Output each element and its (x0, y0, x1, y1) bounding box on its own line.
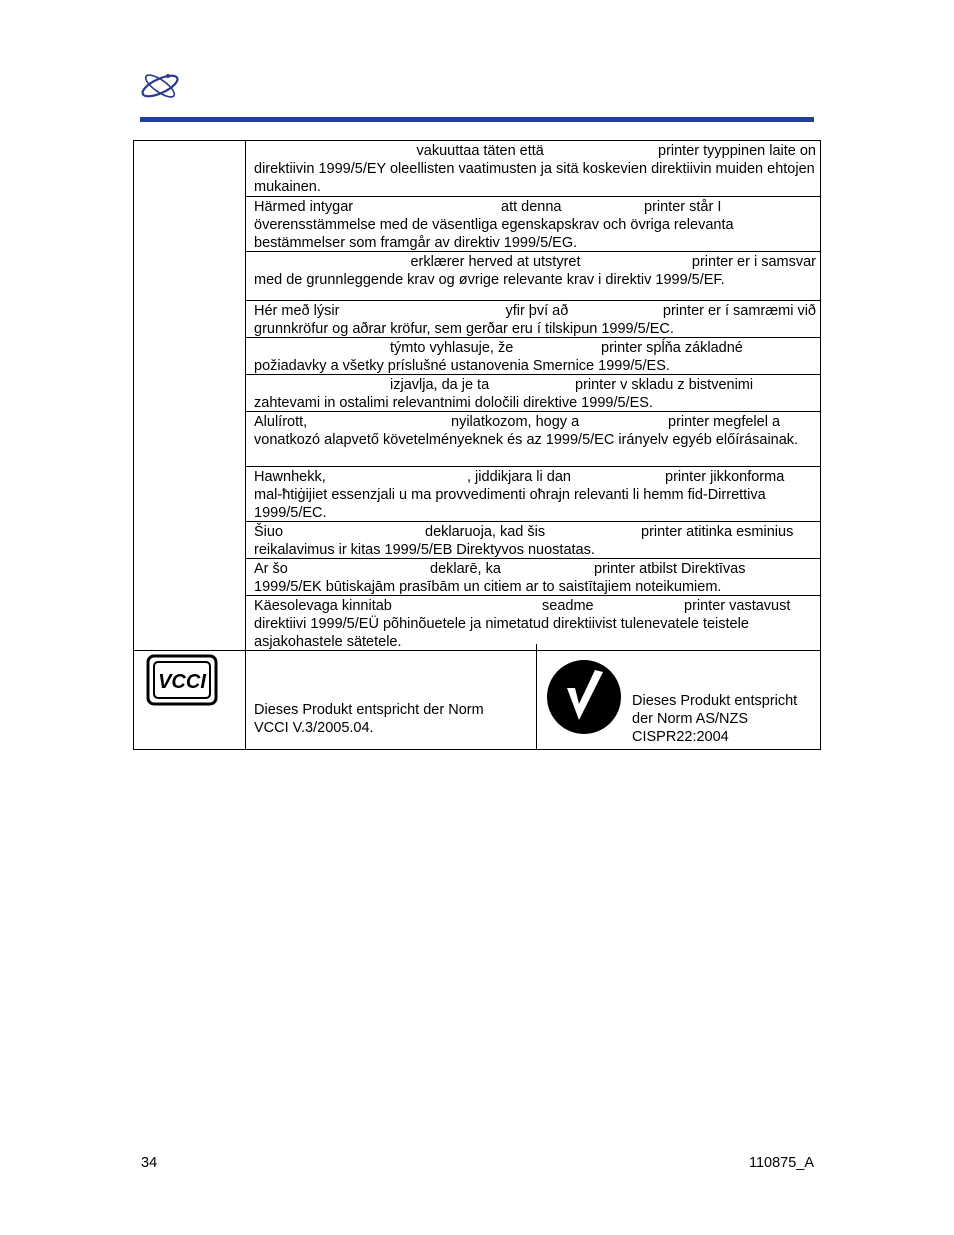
declaration-part-a (254, 339, 390, 357)
declaration-part-c: printer jikkonforma (665, 469, 785, 485)
declaration-continuation: 1999/5/EK būtiskajām prasībām un citiem ar to saistītajiem noteikumiem. (254, 579, 722, 595)
declaration-part-b: yfir því að (505, 303, 569, 319)
declaration-cell (246, 412, 821, 467)
declaration-part-a (254, 376, 390, 394)
declaration-part-c: printer tyyppinen laite on (658, 143, 816, 159)
vcci-logo-icon (146, 654, 218, 706)
declaration-part-c: printer v skladu z bistvenimi (575, 377, 754, 393)
declaration-cell (246, 559, 821, 596)
declaration-part-b: týmto vyhlasuje, že (390, 340, 514, 356)
declaration-continuation: vonatkozó alapvető követelményeknek és az 1999/5/EC irányelv egyéb előírásainak. (254, 432, 799, 448)
declaration-continuation: mal-ħtiġijiet essenzjali u ma provvedimenti oħrajn relevanti li hemm fid-Dirrettiva 1999/5/EC. (254, 487, 766, 521)
declaration-part-a: Šiuo (254, 524, 284, 540)
declaration-continuation: med de grunnleggende krav og øvrige relevante krav i direktiv 1999/5/EF. (254, 272, 725, 288)
declaration-cell (246, 467, 821, 522)
c-tick-cell (537, 644, 821, 750)
declaration-cell (246, 197, 821, 252)
declaration-part-b: seadme (542, 598, 594, 614)
c-tick-statement-line2: der Norm AS/NZS (632, 711, 749, 727)
declaration-row (134, 141, 821, 197)
vcci-logo-text: VCCI (158, 671, 206, 693)
document-number: 110875_A (748, 1155, 814, 1171)
declaration-continuation: direktiivi 1999/5/EÜ põhinõuetele ja nimetatud direktiivist tulenevatele teistele asjakohastele sätetele. (254, 616, 749, 650)
declaration-part-b: izjavlja, da je ta (390, 377, 490, 393)
declaration-part-c: printer er í samræmi við (662, 303, 816, 319)
vcci-logo-cell (134, 644, 246, 750)
page-number: 34 (141, 1155, 158, 1171)
declaration-continuation: överensstämmelse med de väsentliga egenskapskrav och övriga relevanta bestämmelser som framgår av direktiv 1999/5/EG. (254, 217, 734, 251)
vcci-statement-line2: VCCI V.3/2005.04. (254, 720, 374, 736)
declaration-cell (246, 375, 821, 412)
declaration-part-c: printer spĺňa základné (601, 340, 743, 356)
declaration-part-b: erklærer herved at utstyret (410, 254, 581, 270)
declaration-part-c: printer atitinka esminius (641, 524, 794, 540)
declaration-part-b: , jiddikjara li dan (467, 469, 571, 485)
blank-column (134, 141, 246, 651)
declaration-part-b: vakuuttaa täten että (416, 143, 544, 159)
declaration-part-a: Alulírott, (254, 414, 308, 430)
declaration-continuation: zahtevami in ostalimi relevantnimi določili direktive 1999/5/ES. (254, 395, 653, 411)
declaration-part-c: printer megfelel a (668, 414, 781, 430)
declaration-continuation: požiadavky a všetky príslušné ustanovenia Smernice 1999/5/ES. (254, 358, 670, 374)
declaration-cell (246, 252, 821, 301)
declaration-continuation: direktiivin 1999/5/EY oleellisten vaatimusten ja sitä koskevien direktiivin muiden ehtojen mukainen. (254, 161, 815, 195)
declaration-cell (246, 301, 821, 338)
vcci-text-cell (246, 644, 537, 750)
declaration-part-a (254, 142, 390, 160)
declaration-part-b: att denna (501, 199, 562, 215)
certification-table (133, 644, 821, 750)
declaration-part-b: nyilatkozom, hogy a (451, 414, 580, 430)
declaration-cell (246, 522, 821, 559)
declaration-continuation: grunnkröfur og aðrar kröfur, sem gerðar eru í tilskipun 1999/5/EC. (254, 321, 674, 337)
declaration-table (133, 140, 821, 651)
declaration-part-a: Hér með lýsir (254, 303, 340, 319)
declaration-part-a: Härmed intygar (254, 199, 354, 215)
declaration-part-b: deklarē, ka (430, 561, 501, 577)
declaration-part-c: printer atbilst Direktīvas (594, 561, 746, 577)
declaration-part-b: deklaruoja, kad šis (425, 524, 546, 540)
declaration-part-c: printer er i samsvar (691, 254, 816, 270)
declaration-part-a: Ar šo (254, 561, 288, 577)
declaration-cell (246, 596, 821, 651)
company-logo-icon (138, 70, 182, 102)
certification-row (134, 644, 821, 750)
declaration-part-a: Käesolevaga kinnitab (254, 598, 392, 614)
declaration-part-a: Hawnhekk, (254, 469, 326, 485)
declaration-continuation: reikalavimus ir kitas 1999/5/EB Direktyvos nuostatas. (254, 542, 595, 558)
header-rule (140, 117, 814, 122)
vcci-statement-line1: Dieses Produkt entspricht der Norm (254, 702, 484, 718)
c-tick-mark-icon (545, 658, 623, 736)
declaration-cell (246, 338, 821, 375)
declaration-part-a (254, 253, 390, 271)
c-tick-statement-line1: Dieses Produkt entspricht (632, 693, 798, 709)
c-tick-statement-line3: CISPR22:2004 (632, 729, 729, 745)
declaration-part-c: printer vastavust (684, 598, 791, 614)
declaration-part-c: printer står I (644, 199, 722, 215)
declaration-cell (246, 141, 821, 197)
